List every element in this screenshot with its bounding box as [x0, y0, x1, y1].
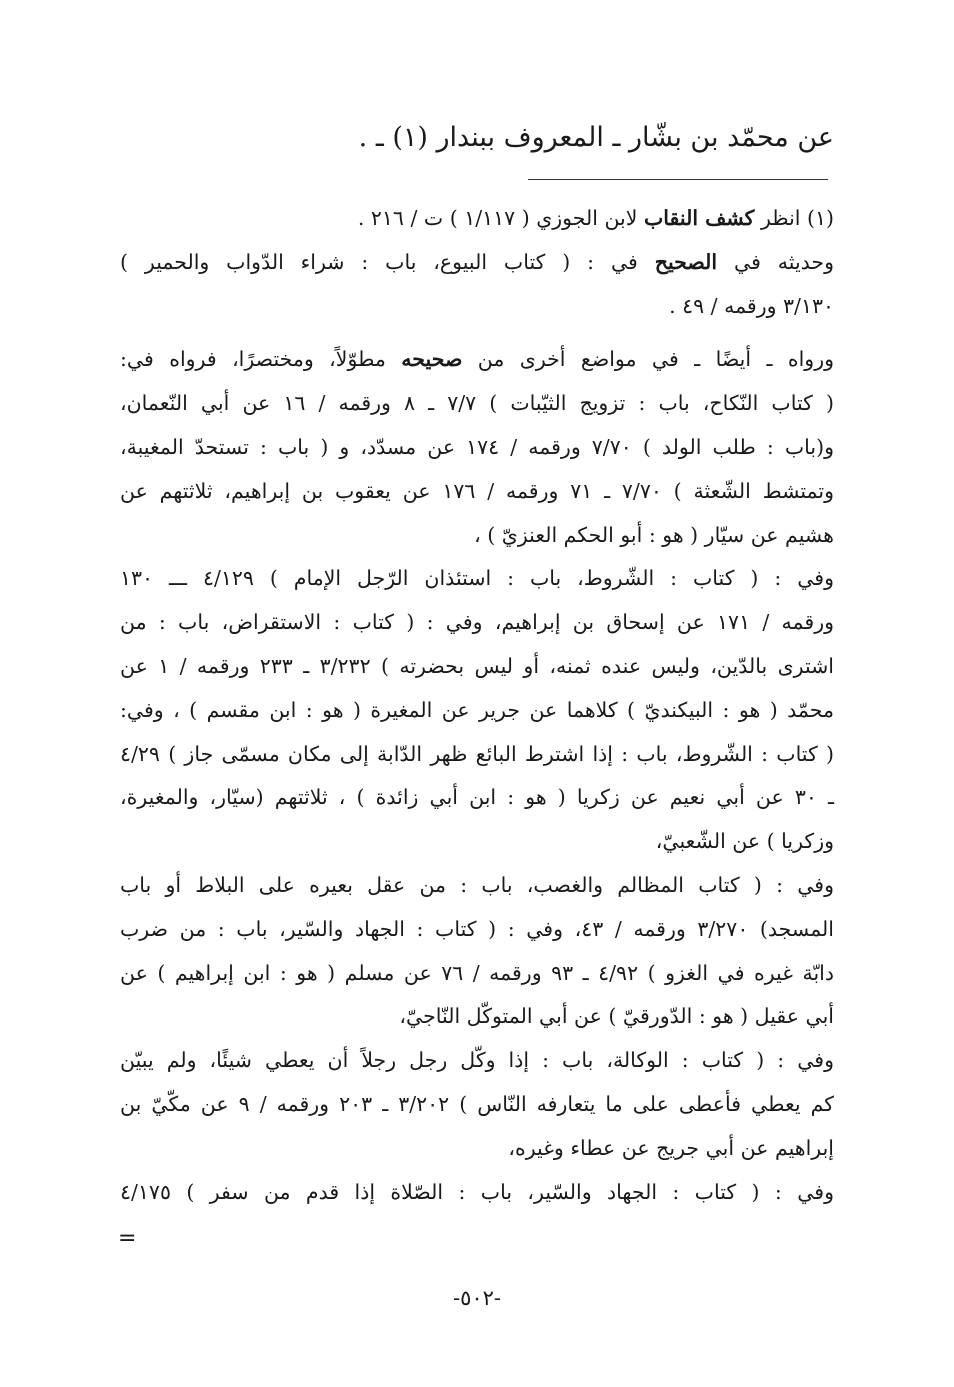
footnote-line: ( كتاب النّكاح، باب : تزويج الثيّبات ) ٧/٧ ـ ٨ ورقمه / ١٦ عن أبي النّعمان،: [120, 391, 834, 416]
footnote-line: اشترى بالدّين، وليس عنده ثمنه، أو ليس بحضرته ) ٣/٢٣٢ ـ ٢٣٣ ورقمه / ١ عن: [120, 653, 835, 678]
para2-lead: ورواه ـ أيضًا ـ في مواضع أخرى من: [462, 347, 835, 372]
para1-rest: في : ( كتاب البيوع، باب : شراء الدّواب والحمير ): [120, 249, 655, 274]
footnote-line: و(باب : طلب الولد ) ٧/٧٠ ورقمه / ١٧٤ عن مسدّد، و ( باب : تستحدّ المغيبة،: [120, 434, 834, 459]
para2-rest: مطوّلاً، ومختصرًا، فرواه في:: [120, 347, 402, 372]
footnotes-block: [120, 197, 834, 1214]
footnote-line: ( كتاب : الشّروط، باب : إذا اشترط البائع ظهر الدّابة إلى مكان مسمّى جاز ) ٤/٢٩: [120, 741, 834, 766]
footnote-1: [120, 197, 834, 241]
para1-bold: الصحيح: [654, 249, 718, 274]
footnote-line: كم يعطي فأعطى على ما يتعارفه النّاس ) ٣/٢٠٢ ـ ٢٠٣ ورقمه / ٩ عن مكّيّ بن: [120, 1091, 834, 1116]
para2-bold: صحيحه: [401, 347, 463, 372]
footnote-line: ـ ٣٠ عن أبي نعيم عن زكريا ( هو : ابن أبي زائدة ) ، ثلاثتهم (سيّار، والمغيرة،: [120, 785, 834, 810]
main-text-line: عن محمّد بن بشّار ـ المعروف ببندار (١) ـ .: [358, 122, 834, 153]
footnote-line: [120, 338, 834, 382]
footnote-line: وفي : ( كتاب المظالم والغصب، باب : من عقل بعيره على البلاط أو باب: [120, 872, 834, 897]
footnote-1-rest: لابن الجوزي ( ١/١١٧ ) ت / ٢١٦ .: [357, 206, 644, 230]
para1-lead: وحديثه في: [717, 249, 834, 274]
footnote-1-lead: (١) انظر: [754, 206, 834, 230]
continuation-mark: =: [118, 1226, 137, 1251]
page-number: -٥٠٢-: [452, 1286, 502, 1310]
footnote-line: وتمتشط الشّعثة ) ٧/٧٠ ـ ٧١ ورقمه / ١٧٦ عن يعقوب بن إبراهيم، ثلاثتهم عن: [120, 478, 835, 503]
footnote-line: المسجد) ٣/٢٧٠ ورقمه / ٤٣، وفي : ( كتاب : الجهاد والسّير، باب : من ضرب: [120, 916, 834, 941]
footnote-line: إبراهيم عن أبي جريج عن عطاء وغيره،: [508, 1135, 834, 1160]
footnote-line: محمّد ( هو : البيكنديّ ) كلاهما عن جرير عن المغيرة ( هو : ابن مقسم ) ، وفي:: [120, 697, 834, 722]
footnote-line: وفي : ( كتاب : الجهاد والسّير، باب : الصّلاة إذا قدم من سفر ) ٤/١٧٥: [120, 1179, 834, 1204]
footnote-separator: [528, 179, 828, 180]
footnote-line: وفي : ( كتاب : الشّروط، باب : استئذان الرّجل الإمام ) ٤/١٢٩ ـــ ١٣٠: [120, 566, 834, 591]
footnote-line: وزكريا ) عن الشّعبيّ،: [655, 829, 834, 854]
footnote-line: [120, 241, 834, 285]
footnote-line: دابّة غيره في الغزو ) ٤/٩٢ ـ ٩٣ ورقمه / ٧٦ عن مسلم ( هو : ابن إبراهيم ) عن: [120, 960, 834, 985]
footnote-1-book-title: كشف النقاب: [643, 206, 755, 230]
footnote-line: هشيم عن سيّار ( هو : أبو الحكم العنزيّ ) ،: [474, 522, 834, 547]
footnote-line: ٣/١٣٠ ورقمه / ٤٩ .: [669, 293, 834, 318]
footnote-line: ورقمه / ١٧١ عن إسحاق بن إبراهيم، وفي : ( كتاب : الاستقراض، باب : من: [120, 610, 834, 635]
footnote-line: وفي : ( كتاب : الوكالة، باب : إذا وكّل رجل رجلاً أن يعطي شيئًا، ولم يبيّن: [120, 1048, 834, 1073]
footnote-line: أبي عقيل ( هو : الدّورقيّ ) عن أبي المتوكّل النّاجيّ،: [399, 1004, 834, 1029]
